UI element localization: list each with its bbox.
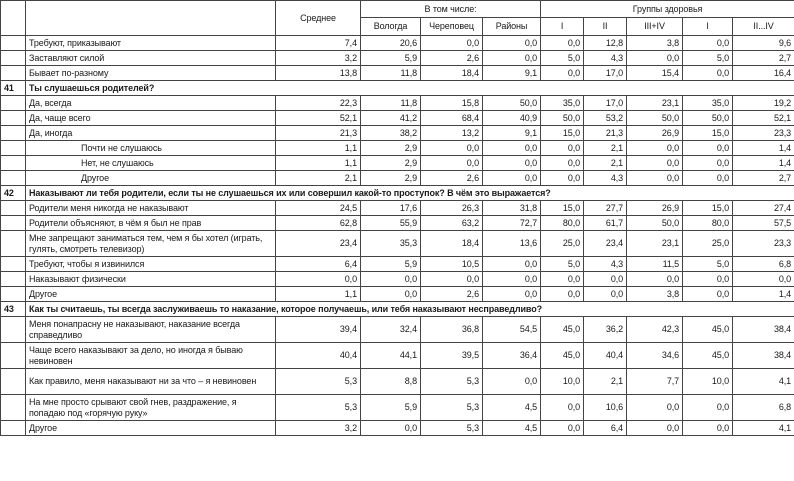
- answer-label: Бывает по-разному: [26, 66, 276, 81]
- header-col-group-2: II: [584, 18, 627, 36]
- answer-label: Нет, не слушаюсь: [26, 156, 276, 171]
- value-cell: 5,3: [421, 395, 483, 421]
- value-cell: 0,0: [483, 272, 541, 287]
- value-cell: 38,4: [733, 317, 794, 343]
- header-col-cherepovets: Череповец: [421, 18, 483, 36]
- value-cell: 0,0: [683, 287, 733, 302]
- answer-row: [1, 156, 794, 171]
- value-cell: 11,8: [361, 66, 421, 81]
- value-cell: 61,7: [584, 216, 627, 231]
- answer-label: Родители меня никогда не наказывают: [26, 201, 276, 216]
- answer-label: Наказывают физически: [26, 272, 276, 287]
- value-cell: 63,2: [421, 216, 483, 231]
- answer-row: [1, 126, 794, 141]
- row-number-cell: [1, 51, 26, 66]
- answer-row: [1, 141, 794, 156]
- header-mean: Среднее: [276, 1, 361, 36]
- value-cell: 0,0: [683, 141, 733, 156]
- value-cell: 22,3: [276, 96, 361, 111]
- value-cell: 0,0: [683, 272, 733, 287]
- value-cell: 0,0: [541, 287, 584, 302]
- value-cell: 5,3: [421, 369, 483, 395]
- header-col-group-3-4: III+IV: [627, 18, 683, 36]
- value-cell: 13,8: [276, 66, 361, 81]
- value-cell: 68,4: [421, 111, 483, 126]
- value-cell: 0,0: [627, 141, 683, 156]
- value-cell: 7,7: [627, 369, 683, 395]
- row-number-cell: [1, 257, 26, 272]
- value-cell: 27,7: [584, 201, 627, 216]
- value-cell: 5,3: [276, 369, 361, 395]
- value-cell: 15,8: [421, 96, 483, 111]
- answer-row: [1, 66, 794, 81]
- value-cell: 0,0: [483, 171, 541, 186]
- question-text: Как ты считаешь, ты всегда заслуживаешь то наказание, которое получаешь, или тебя наказывают несправедливо?: [26, 302, 794, 317]
- answer-label: Как правило, меня наказывают ни за что – я невиновен: [26, 369, 276, 395]
- value-cell: 4,1: [733, 421, 794, 436]
- answer-label: Другое: [26, 287, 276, 302]
- value-cell: 4,5: [483, 395, 541, 421]
- value-cell: 10,5: [421, 257, 483, 272]
- value-cell: 50,0: [627, 216, 683, 231]
- value-cell: 20,6: [361, 36, 421, 51]
- value-cell: 34,6: [627, 343, 683, 369]
- row-number-cell: [1, 96, 26, 111]
- answer-label: Чаще всего наказывают за дело, но иногда я бываю невиновен: [26, 343, 276, 369]
- value-cell: 2,7: [733, 171, 794, 186]
- value-cell: 52,1: [276, 111, 361, 126]
- answer-label: Почти не слушаюсь: [26, 141, 276, 156]
- value-cell: 0,0: [421, 156, 483, 171]
- value-cell: 62,8: [276, 216, 361, 231]
- value-cell: 0,0: [421, 36, 483, 51]
- value-cell: 4,3: [584, 171, 627, 186]
- row-number-cell: [1, 216, 26, 231]
- value-cell: 0,0: [627, 51, 683, 66]
- answer-row: [1, 317, 794, 343]
- answer-label: Родители объясняют, в чём я был не прав: [26, 216, 276, 231]
- value-cell: 44,1: [361, 343, 421, 369]
- value-cell: 5,9: [361, 51, 421, 66]
- answer-label: Другое: [26, 421, 276, 436]
- value-cell: 0,0: [541, 395, 584, 421]
- value-cell: 17,0: [584, 66, 627, 81]
- value-cell: 9,1: [483, 126, 541, 141]
- value-cell: 0,0: [584, 287, 627, 302]
- value-cell: 2,1: [584, 369, 627, 395]
- row-number-cell: [1, 369, 26, 395]
- value-cell: 5,9: [361, 257, 421, 272]
- value-cell: 5,0: [541, 257, 584, 272]
- answer-row: [1, 421, 794, 436]
- value-cell: 12,8: [584, 36, 627, 51]
- value-cell: 23,4: [584, 231, 627, 257]
- question-row: [1, 302, 794, 317]
- value-cell: 23,1: [627, 231, 683, 257]
- value-cell: 11,5: [627, 257, 683, 272]
- value-cell: 2,9: [361, 171, 421, 186]
- answer-row: [1, 287, 794, 302]
- value-cell: 0,0: [541, 66, 584, 81]
- answer-label: Да, всегда: [26, 96, 276, 111]
- value-cell: 2,1: [276, 171, 361, 186]
- value-cell: 38,2: [361, 126, 421, 141]
- header-row-top: [1, 1, 794, 18]
- question-number: 43: [1, 302, 26, 317]
- row-number-cell: [1, 287, 26, 302]
- value-cell: 2,6: [421, 287, 483, 302]
- value-cell: 0,0: [627, 171, 683, 186]
- value-cell: 1,1: [276, 156, 361, 171]
- value-cell: 10,0: [683, 369, 733, 395]
- value-cell: 1,4: [733, 156, 794, 171]
- value-cell: 4,3: [584, 257, 627, 272]
- row-number-cell: [1, 36, 26, 51]
- value-cell: 2,1: [584, 156, 627, 171]
- answer-row: [1, 36, 794, 51]
- value-cell: 45,0: [541, 317, 584, 343]
- value-cell: 0,0: [584, 272, 627, 287]
- value-cell: 16,4: [733, 66, 794, 81]
- answer-row: [1, 216, 794, 231]
- answer-label: Другое: [26, 171, 276, 186]
- value-cell: 23,3: [733, 231, 794, 257]
- value-cell: 0,0: [483, 257, 541, 272]
- answer-label: Да, иногда: [26, 126, 276, 141]
- row-number-cell: [1, 201, 26, 216]
- header-col-vologda: Вологда: [361, 18, 421, 36]
- value-cell: 50,0: [627, 111, 683, 126]
- value-cell: 1,1: [276, 141, 361, 156]
- value-cell: 7,4: [276, 36, 361, 51]
- value-cell: 72,7: [483, 216, 541, 231]
- value-cell: 25,0: [683, 231, 733, 257]
- value-cell: 32,4: [361, 317, 421, 343]
- value-cell: 36,4: [483, 343, 541, 369]
- value-cell: 0,0: [627, 272, 683, 287]
- value-cell: 2,9: [361, 156, 421, 171]
- value-cell: 26,3: [421, 201, 483, 216]
- value-cell: 17,0: [584, 96, 627, 111]
- answer-row: [1, 395, 794, 421]
- value-cell: 50,0: [683, 111, 733, 126]
- row-number-cell: [1, 421, 26, 436]
- value-cell: 0,0: [627, 421, 683, 436]
- answer-label: Заставляют силой: [26, 51, 276, 66]
- value-cell: 10,0: [541, 369, 584, 395]
- answer-row: [1, 201, 794, 216]
- value-cell: 0,0: [541, 156, 584, 171]
- value-cell: 6,8: [733, 395, 794, 421]
- value-cell: 0,0: [541, 36, 584, 51]
- header-including: В том числе:: [361, 1, 541, 18]
- value-cell: 45,0: [683, 343, 733, 369]
- value-cell: 15,0: [541, 126, 584, 141]
- value-cell: 0,0: [483, 51, 541, 66]
- value-cell: 15,4: [627, 66, 683, 81]
- value-cell: 0,0: [483, 36, 541, 51]
- value-cell: 52,1: [733, 111, 794, 126]
- header-col-group-1b: I: [683, 18, 733, 36]
- value-cell: 24,5: [276, 201, 361, 216]
- value-cell: 25,0: [541, 231, 584, 257]
- answer-label: Меня понапрасну не наказывают, наказание всегда справедливо: [26, 317, 276, 343]
- answer-label: Требуют, чтобы я извинился: [26, 257, 276, 272]
- answer-row: [1, 171, 794, 186]
- value-cell: 9,6: [733, 36, 794, 51]
- value-cell: 45,0: [683, 317, 733, 343]
- value-cell: 4,1: [733, 369, 794, 395]
- value-cell: 13,6: [483, 231, 541, 257]
- value-cell: 21,3: [584, 126, 627, 141]
- value-cell: 8,8: [361, 369, 421, 395]
- value-cell: 2,6: [421, 171, 483, 186]
- value-cell: 27,4: [733, 201, 794, 216]
- value-cell: 11,8: [361, 96, 421, 111]
- value-cell: 0,0: [683, 395, 733, 421]
- value-cell: 0,0: [541, 421, 584, 436]
- value-cell: 0,0: [683, 36, 733, 51]
- value-cell: 1,1: [276, 287, 361, 302]
- value-cell: 3,8: [627, 36, 683, 51]
- row-number-cell: [1, 317, 26, 343]
- value-cell: 0,0: [421, 272, 483, 287]
- value-cell: 4,5: [483, 421, 541, 436]
- value-cell: 15,0: [683, 201, 733, 216]
- answer-row: [1, 343, 794, 369]
- value-cell: 36,2: [584, 317, 627, 343]
- value-cell: 0,0: [683, 171, 733, 186]
- value-cell: 5,0: [683, 51, 733, 66]
- value-cell: 0,0: [483, 287, 541, 302]
- answer-row: [1, 272, 794, 287]
- value-cell: 10,6: [584, 395, 627, 421]
- value-cell: 42,3: [627, 317, 683, 343]
- header-col-group-2-4: II...IV: [733, 18, 794, 36]
- value-cell: 1,4: [733, 141, 794, 156]
- row-number-cell: [1, 231, 26, 257]
- header-label-cell: [26, 1, 276, 36]
- value-cell: 2,7: [733, 51, 794, 66]
- value-cell: 39,4: [276, 317, 361, 343]
- value-cell: 26,9: [627, 126, 683, 141]
- answer-row: [1, 111, 794, 126]
- value-cell: 0,0: [361, 421, 421, 436]
- value-cell: 35,0: [683, 96, 733, 111]
- value-cell: 5,0: [683, 257, 733, 272]
- value-cell: 0,0: [541, 272, 584, 287]
- value-cell: 0,0: [627, 156, 683, 171]
- value-cell: 0,0: [541, 141, 584, 156]
- row-number-cell: [1, 171, 26, 186]
- question-text: Наказывают ли тебя родители, если ты не слушаешься их или совершил какой-то проступок? В чём это выражается?: [26, 186, 794, 201]
- value-cell: 3,8: [627, 287, 683, 302]
- value-cell: 55,9: [361, 216, 421, 231]
- row-number-cell: [1, 66, 26, 81]
- value-cell: 6,4: [276, 257, 361, 272]
- value-cell: 5,3: [276, 395, 361, 421]
- value-cell: 0,0: [483, 141, 541, 156]
- value-cell: 50,0: [483, 96, 541, 111]
- value-cell: 0,0: [421, 141, 483, 156]
- answer-row: [1, 231, 794, 257]
- value-cell: 13,2: [421, 126, 483, 141]
- value-cell: 15,0: [541, 201, 584, 216]
- question-number: 41: [1, 81, 26, 96]
- value-cell: 0,0: [361, 272, 421, 287]
- header-num-cell: [1, 1, 26, 36]
- answer-row: [1, 51, 794, 66]
- header-col-regions: Районы: [483, 18, 541, 36]
- question-row: [1, 186, 794, 201]
- value-cell: 0,0: [276, 272, 361, 287]
- value-cell: 17,6: [361, 201, 421, 216]
- header-health-groups: Группы здоровья: [541, 1, 794, 18]
- value-cell: 0,0: [683, 156, 733, 171]
- value-cell: 0,0: [483, 156, 541, 171]
- value-cell: 3,2: [276, 51, 361, 66]
- value-cell: 35,3: [361, 231, 421, 257]
- value-cell: 80,0: [541, 216, 584, 231]
- value-cell: 53,2: [584, 111, 627, 126]
- value-cell: 26,9: [627, 201, 683, 216]
- row-number-cell: [1, 141, 26, 156]
- value-cell: 39,5: [421, 343, 483, 369]
- row-number-cell: [1, 111, 26, 126]
- value-cell: 23,1: [627, 96, 683, 111]
- answer-label: Требуют, приказывают: [26, 36, 276, 51]
- value-cell: 5,9: [361, 395, 421, 421]
- row-number-cell: [1, 272, 26, 287]
- value-cell: 3,2: [276, 421, 361, 436]
- value-cell: 1,4: [733, 287, 794, 302]
- value-cell: 19,2: [733, 96, 794, 111]
- value-cell: 0,0: [361, 287, 421, 302]
- answer-label: Да, чаще всего: [26, 111, 276, 126]
- answer-row: [1, 257, 794, 272]
- value-cell: 5,0: [541, 51, 584, 66]
- value-cell: 45,0: [541, 343, 584, 369]
- value-cell: 6,8: [733, 257, 794, 272]
- question-number: 42: [1, 186, 26, 201]
- value-cell: 0,0: [683, 66, 733, 81]
- value-cell: 40,9: [483, 111, 541, 126]
- value-cell: 57,5: [733, 216, 794, 231]
- answer-row: [1, 96, 794, 111]
- question-row: [1, 81, 794, 96]
- value-cell: 41,2: [361, 111, 421, 126]
- value-cell: 23,3: [733, 126, 794, 141]
- value-cell: 0,0: [483, 369, 541, 395]
- value-cell: 38,4: [733, 343, 794, 369]
- value-cell: 5,3: [421, 421, 483, 436]
- value-cell: 40,4: [584, 343, 627, 369]
- value-cell: 23,4: [276, 231, 361, 257]
- value-cell: 40,4: [276, 343, 361, 369]
- answer-label: На мне просто срывают свой гнев, раздражение, я попадаю под «горячую руку»: [26, 395, 276, 421]
- value-cell: 80,0: [683, 216, 733, 231]
- value-cell: 50,0: [541, 111, 584, 126]
- answer-row: [1, 369, 794, 395]
- value-cell: 21,3: [276, 126, 361, 141]
- value-cell: 0,0: [683, 421, 733, 436]
- header-col-group-1: I: [541, 18, 584, 36]
- value-cell: 54,5: [483, 317, 541, 343]
- row-number-cell: [1, 126, 26, 141]
- value-cell: 9,1: [483, 66, 541, 81]
- row-number-cell: [1, 343, 26, 369]
- question-text: Ты слушаешься родителей?: [26, 81, 794, 96]
- value-cell: 0,0: [541, 171, 584, 186]
- value-cell: 2,1: [584, 141, 627, 156]
- value-cell: 35,0: [541, 96, 584, 111]
- value-cell: 6,4: [584, 421, 627, 436]
- value-cell: 15,0: [683, 126, 733, 141]
- value-cell: 36,8: [421, 317, 483, 343]
- value-cell: 18,4: [421, 231, 483, 257]
- value-cell: 0,0: [733, 272, 794, 287]
- row-number-cell: [1, 395, 26, 421]
- value-cell: 4,3: [584, 51, 627, 66]
- value-cell: 2,9: [361, 141, 421, 156]
- value-cell: 18,4: [421, 66, 483, 81]
- answer-label: Мне запрещают заниматься тем, чем я бы хотел (играть, гулять, смотреть телевизор): [26, 231, 276, 257]
- row-number-cell: [1, 156, 26, 171]
- value-cell: 0,0: [627, 395, 683, 421]
- value-cell: 31,8: [483, 201, 541, 216]
- value-cell: 2,6: [421, 51, 483, 66]
